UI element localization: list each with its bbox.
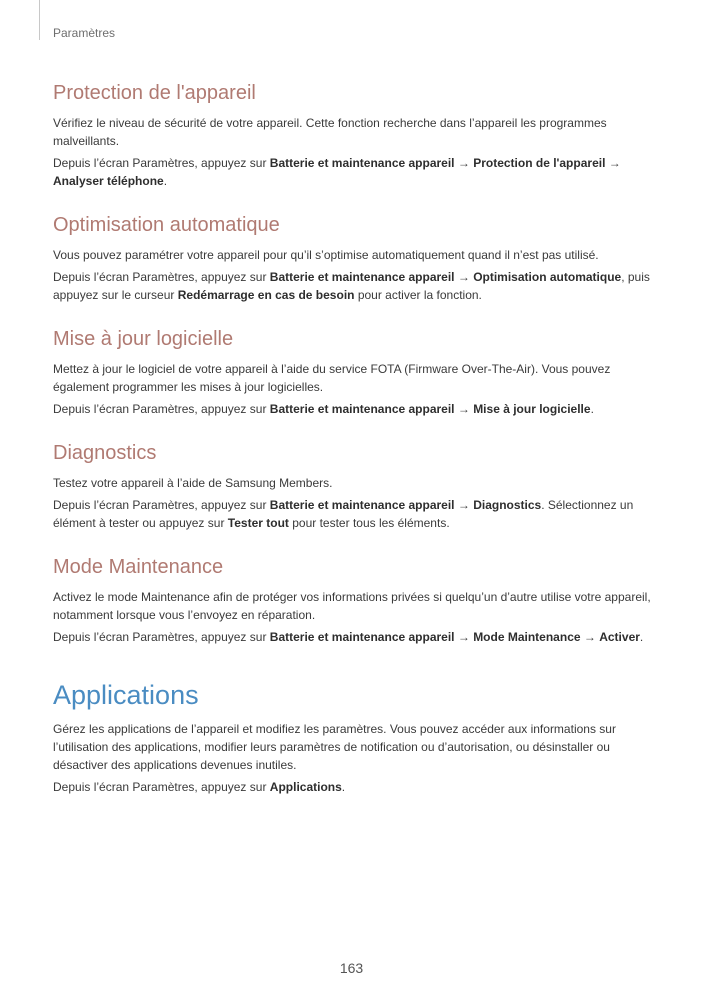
menu-path-item: Activer — [599, 630, 640, 644]
instruction-paragraph — [53, 496, 653, 532]
menu-path-item: Batterie et maintenance appareil — [269, 498, 455, 512]
paragraph: Mettez à jour le logiciel de votre appareil à l’aide du service FOTA (Firmware Over-The-Air). Vous pouvez également programmer les mises à jour logicielles. — [53, 362, 611, 394]
text: . Sélectionnez un élément à tester ou appuyez sur — [53, 498, 634, 530]
text: Depuis l’écran Paramètres, appuyez sur — [53, 270, 270, 284]
running-header: Paramètres — [53, 26, 116, 40]
menu-path-item: Batterie et maintenance appareil — [269, 270, 455, 284]
section-software-update — [53, 326, 653, 418]
menu-path-item: Tester tout — [227, 516, 289, 530]
text: Depuis l’écran Paramètres, appuyez sur — [53, 498, 270, 512]
menu-path-item: Redémarrage en cas de besoin — [177, 288, 355, 302]
arrow-separator: → — [454, 498, 474, 512]
section-title: Mode Maintenance — [53, 556, 224, 578]
text: Depuis l’écran Paramètres, appuyez sur — [53, 402, 270, 416]
text: pour tester tous les éléments. — [288, 516, 450, 530]
menu-path-item: Mise à jour logicielle — [473, 402, 591, 416]
text: . — [163, 174, 168, 188]
chapter-applications — [53, 678, 653, 796]
menu-path-item: Batterie et maintenance appareil — [269, 630, 455, 644]
paragraph: Vérifiez le niveau de sécurité de votre appareil. Cette fonction recherche dans l’appareil les programmes malveillants. — [53, 116, 607, 148]
instruction-paragraph — [53, 268, 653, 304]
instruction-paragraph — [53, 154, 653, 190]
arrow-separator: → — [605, 156, 621, 170]
instruction-paragraph — [53, 628, 653, 646]
menu-path-item: Protection de l'appareil — [473, 156, 606, 170]
paragraph: Activez le mode Maintenance afin de protéger vos informations privées si quelqu’un d’autre utilise votre appareil, notamment lorsque vous l’envoyez en réparation. — [53, 590, 651, 622]
arrow-separator: → — [454, 402, 474, 416]
text: Depuis l’écran Paramètres, appuyez sur — [53, 630, 270, 644]
arrow-separator: → — [454, 270, 474, 284]
text: . — [639, 630, 644, 644]
page-content — [53, 80, 653, 800]
section-title: Optimisation automatique — [53, 214, 280, 236]
arrow-separator: → — [454, 630, 474, 644]
paragraph: Gérez les applications de l’appareil et modifiez les paramètres. Vous pouvez accéder aux informations sur l’utilisation des applications, modifier leurs paramètres de notification ou d’autorisation, ou désinstaller ou désactiver des applications devenues inutiles. — [53, 722, 616, 772]
arrow-separator: → — [454, 156, 474, 170]
menu-path-item: Optimisation automatique — [473, 270, 622, 284]
text: pour activer la fonction. — [354, 288, 482, 302]
arrow-separator: → — [580, 630, 600, 644]
text: Depuis l’écran Paramètres, appuyez sur — [53, 156, 270, 170]
paragraph: Vous pouvez paramétrer votre appareil pour qu’il s’optimise automatiquement quand il n’est pas utilisé. — [53, 248, 599, 262]
section-protection — [53, 80, 653, 190]
section-diagnostics — [53, 440, 653, 532]
text: . — [341, 780, 346, 794]
section-title: Protection de l'appareil — [53, 82, 256, 104]
menu-path-item: Mode Maintenance — [473, 630, 581, 644]
instruction-paragraph — [53, 400, 653, 418]
paragraph: Testez votre appareil à l’aide de Samsung Members. — [53, 476, 333, 490]
margin-rule — [39, 0, 40, 40]
page-number: 163 — [339, 960, 364, 976]
text: . — [590, 402, 594, 416]
chapter-title: Applications — [53, 680, 199, 710]
menu-path-item: Analyser téléphone — [53, 174, 164, 188]
menu-path-item: Applications — [269, 780, 342, 794]
section-auto-optimization — [53, 212, 653, 304]
text: Depuis l’écran Paramètres, appuyez sur — [53, 780, 270, 794]
section-title: Diagnostics — [53, 442, 157, 464]
menu-path-item: Batterie et maintenance appareil — [269, 156, 455, 170]
menu-path-item: Batterie et maintenance appareil — [269, 402, 455, 416]
menu-path-item: Diagnostics — [473, 498, 542, 512]
text: , puis appuyez sur le curseur — [53, 270, 650, 302]
section-title: Mise à jour logicielle — [53, 328, 234, 350]
section-maintenance-mode — [53, 554, 653, 646]
instruction-paragraph — [53, 778, 653, 796]
